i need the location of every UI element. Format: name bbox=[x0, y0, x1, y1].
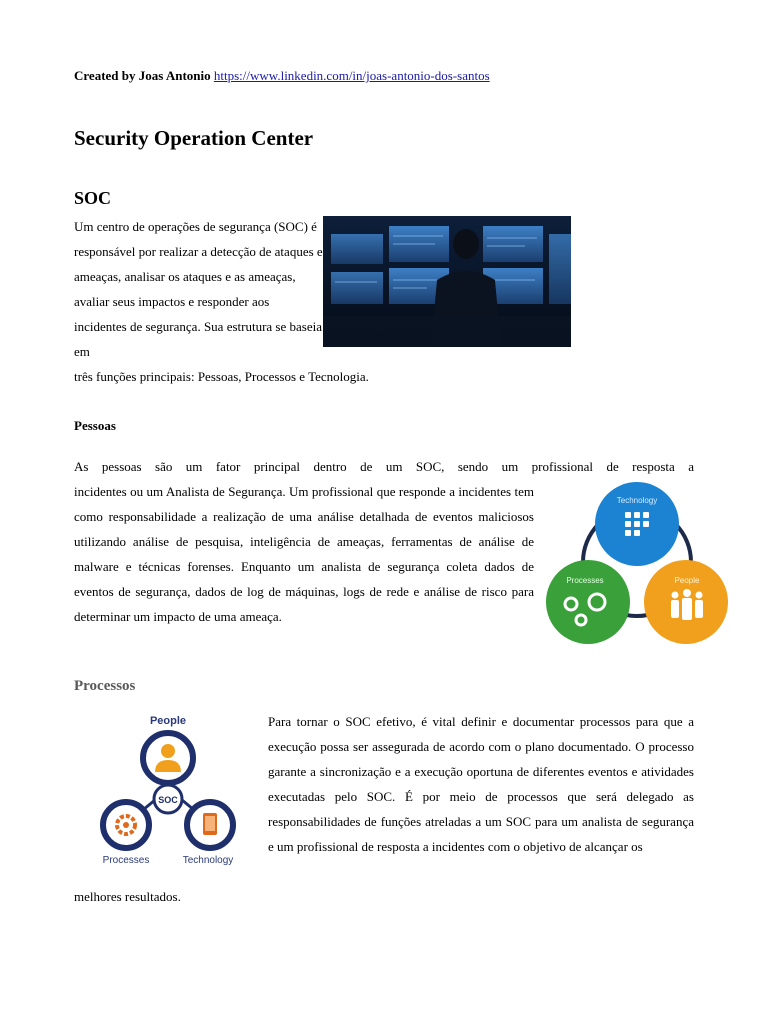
soc-paragraph-last-line: três funções principais: Pessoas, Processos e Tecnologia. bbox=[74, 369, 369, 384]
diagram-label-technology: Technology bbox=[616, 496, 658, 505]
processos-paragraph: Para tornar o SOC efetivo, é vital definir e documentar processos para que a execução possa ser assegurada de acordo com o plano documentado. O processo garante a sincronização e a execução oportuna de diferentes eventos e atividades executadas pelo SOC. É por meio de processos que será delegado as responsabilidades de funções atreladas a um SOC para um analista de segurança e um profissional de resposta a incidentes com o objetivo de alcançar os bbox=[268, 714, 694, 854]
processos-paragraph-last-line: melhores resultados. bbox=[74, 889, 181, 904]
credit-author: Created by Joas Antonio bbox=[74, 68, 211, 83]
soc-diagram-label-people: People bbox=[149, 715, 187, 727]
pessoas-first-line: As pessoas são um fator principal dentro de um SOC, sendo um profissional de resposta a bbox=[74, 459, 694, 474]
page-title: Security Operation Center bbox=[74, 126, 314, 150]
soc-diagram-label-technology: Technology bbox=[182, 855, 234, 866]
processos-heading: Processos bbox=[74, 678, 136, 694]
pessoas-paragraph: incidentes ou um Analista de Segurança. Um profissional que responde a incidentes tem como responsabilidade a realização de uma análise detalhada de eventos maliciosos utilizando análise de pesquisa, inteligência de ameaças, ferramentas de análise de malware e técnicas forenses. Enquanto um analista de segurança coleta dados de eventos de segurança, dados de log de máquinas, logs de rede e análise de risco para determinar um impacto de uma ameaça. bbox=[74, 484, 534, 624]
tablet-icon bbox=[203, 813, 217, 835]
pessoas-heading: Pessoas bbox=[74, 418, 116, 433]
soc-operator-photo bbox=[323, 216, 571, 347]
diagram-label-people: People bbox=[674, 576, 700, 585]
people-group-icon bbox=[671, 589, 703, 620]
soc-people-process-technology-diagram bbox=[98, 708, 244, 868]
soc-diagram-label-center: SOC bbox=[158, 795, 178, 805]
diagram-label-processes: Processes bbox=[566, 576, 604, 585]
soc-heading: SOC bbox=[74, 188, 112, 208]
linkedin-link[interactable]: https://www.linkedin.com/in/joas-antonio-dos-santos bbox=[213, 68, 490, 83]
soc-paragraph: Um centro de operações de segurança (SOC) é responsável por realizar a detecção de ataques e ameaças, analisar os ataques e as ameaças, avaliar seus impactos e responder aos incidentes de segurança. Sua estrutura se baseia em bbox=[74, 219, 323, 359]
people-process-technology-diagram bbox=[545, 478, 731, 644]
soc-diagram-label-processes: Processes bbox=[102, 855, 150, 866]
credit-line bbox=[74, 68, 490, 84]
